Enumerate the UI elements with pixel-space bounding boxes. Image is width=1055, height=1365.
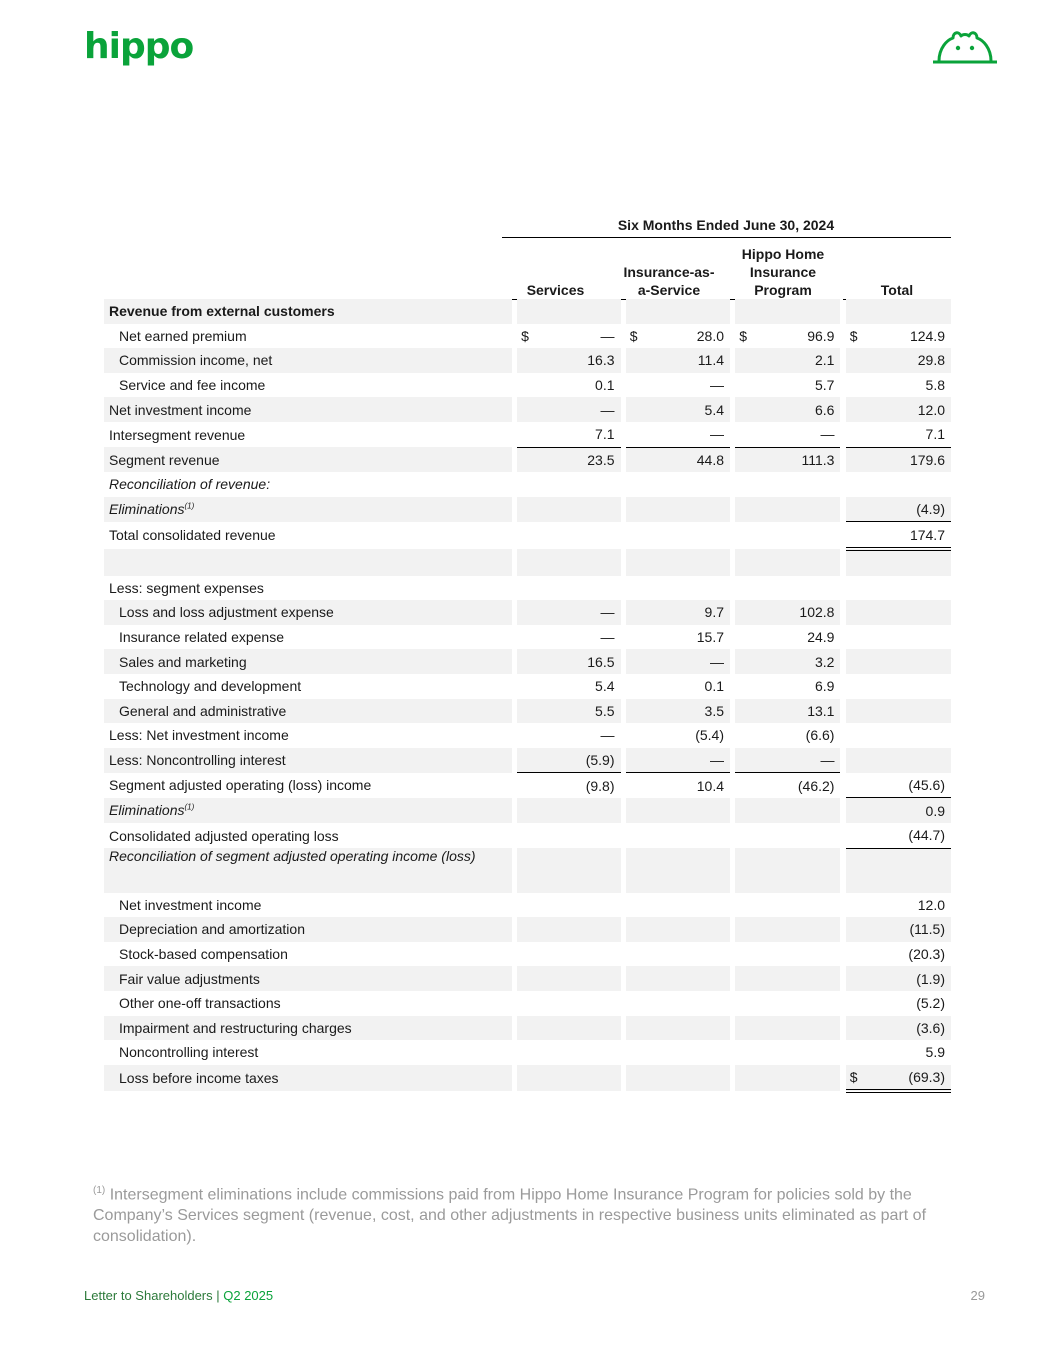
cell-hippo-home-insurance-program: —: [735, 748, 840, 773]
dollar-sign: $: [629, 327, 638, 344]
table-row: [104, 942, 951, 967]
cell-total: (11.5): [846, 917, 951, 942]
cell-insurance-as-a-service: [626, 1016, 730, 1041]
cell-insurance-as-a-service: [626, 299, 730, 324]
cell-hippo-home-insurance-program: [735, 472, 840, 497]
table-row: [104, 576, 951, 601]
row-label: Commission income, net: [104, 348, 512, 373]
cell-insurance-as-a-service: 3.5: [626, 699, 730, 724]
cell-total: $ (69.3): [846, 1065, 951, 1092]
cell-total: (3.6): [846, 1016, 951, 1041]
row-label: Revenue from external customers: [104, 299, 512, 324]
table-row: [104, 848, 951, 893]
cell-hippo-home-insurance-program: (6.6): [805, 727, 835, 744]
cell-hippo-home-insurance-program: [735, 848, 840, 893]
row-label: Consolidated adjusted operating loss: [109, 827, 339, 844]
cell-services: 0.1: [595, 377, 615, 394]
cell-hippo-home-insurance-program: [735, 966, 840, 991]
cell-hippo-home-insurance-program: [735, 798, 840, 823]
row-label: Less: Net investment income: [109, 727, 289, 744]
cell-insurance-as-a-service: 10.4: [696, 777, 725, 794]
cell-services: [517, 823, 620, 848]
cell-total: 5.9: [925, 1044, 945, 1061]
table-row: [104, 600, 951, 625]
cell-insurance-as-a-service: [626, 848, 730, 893]
row-label: [104, 549, 512, 576]
table-row: [104, 422, 951, 447]
table-row: [104, 522, 951, 549]
cell-total: [846, 576, 951, 601]
cell-insurance-as-a-service: [626, 1065, 730, 1092]
footnote-marker: (1): [93, 1185, 106, 1196]
row-label: Net earned premium: [119, 327, 247, 344]
row-label: Depreciation and amortization: [104, 917, 512, 942]
table-row: [104, 625, 951, 650]
cell-services: $ —: [517, 324, 620, 349]
cell-total: [846, 299, 951, 324]
cell-total: (1.9): [846, 966, 951, 991]
cell-insurance-as-a-service: [626, 893, 730, 918]
cell-hippo-home-insurance-program: [735, 497, 840, 522]
footnote-text: Intersegment eliminations include commissions paid from Hippo Home Insurance Program for policies sold by the Company’s Services segment (revenue, cost, and other adjustments in respective business units eliminated as part of consolidation).: [93, 1186, 927, 1246]
row-label: Sales and marketing: [104, 649, 512, 674]
table-row: [104, 497, 951, 522]
cell-total: (4.9): [846, 497, 951, 522]
cell-services: (5.9): [517, 748, 620, 773]
cell-total: (5.2): [916, 995, 945, 1012]
cell-hippo-home-insurance-program: [735, 299, 840, 324]
cell-hippo-home-insurance-program: [735, 917, 840, 942]
cell-insurance-as-a-service: 0.1: [704, 678, 725, 695]
table-row: [104, 472, 951, 497]
cell-total: 29.8: [846, 348, 951, 373]
cell-services: [517, 299, 620, 324]
cell-services: —: [600, 727, 615, 744]
row-label: Reconciliation of segment adjusted operating income (loss): [104, 848, 512, 893]
table-row: [104, 649, 951, 674]
column-header-total: Total: [843, 243, 951, 300]
row-label: Technology and development: [119, 678, 302, 695]
cell-insurance-as-a-service: 5.4: [626, 397, 730, 422]
cell-services: [517, 1016, 620, 1041]
cell-hippo-home-insurance-program: 111.3: [735, 447, 840, 472]
cell-total: [846, 625, 951, 650]
row-label: Impairment and restructuring charges: [104, 1016, 512, 1041]
cell-hippo-home-insurance-program: 2.1: [735, 348, 840, 373]
row-label: Loss and loss adjustment expense: [104, 600, 512, 625]
cell-total: [846, 748, 951, 773]
cell-services: —: [600, 629, 615, 646]
cell-insurance-as-a-service: [626, 497, 730, 522]
cell-services: [517, 576, 620, 601]
row-label: Stock-based compensation: [119, 946, 288, 963]
cell-services: [517, 1040, 620, 1065]
cell-hippo-home-insurance-program: 6.9: [815, 678, 835, 695]
cell-hippo-home-insurance-program: [735, 893, 840, 918]
cell-total: 7.1: [846, 422, 951, 447]
cell-insurance-as-a-service: [626, 917, 730, 942]
cell-total: [846, 549, 951, 576]
row-label: Intersegment revenue: [109, 426, 246, 443]
table-row: [104, 991, 951, 1016]
cell-total: (45.6): [846, 773, 951, 798]
cell-hippo-home-insurance-program: [735, 576, 840, 601]
segment-table: [104, 299, 951, 1093]
row-label: Total consolidated revenue: [109, 527, 276, 544]
cell-total: [846, 699, 951, 724]
cell-total: 5.8: [925, 377, 945, 394]
table-caption: Six Months Ended June 30, 2024: [617, 217, 835, 233]
table-row: [104, 1016, 951, 1041]
cell-hippo-home-insurance-program: 102.8: [735, 600, 840, 625]
cell-hippo-home-insurance-program: 24.9: [807, 629, 835, 646]
cell-total: [846, 472, 951, 497]
row-label: General and administrative: [104, 699, 512, 724]
table-row: [104, 447, 951, 472]
cell-insurance-as-a-service: [626, 472, 730, 497]
table-row: [104, 373, 951, 398]
cell-insurance-as-a-service: (5.4): [695, 727, 725, 744]
column-header-iaas: Insurance-as- a-Service: [615, 243, 723, 300]
cell-insurance-as-a-service: 9.7: [626, 600, 730, 625]
dollar-sign: $: [849, 1069, 858, 1086]
table-row: [104, 798, 951, 823]
table-row: [104, 773, 951, 798]
cell-total: 12.0: [846, 397, 951, 422]
table-row: [104, 748, 951, 773]
table-row: [104, 893, 951, 918]
cell-services: [517, 549, 620, 576]
cell-services: [517, 798, 620, 823]
cell-insurance-as-a-service: [626, 942, 730, 967]
cell-hippo-home-insurance-program: $ 96.9: [735, 324, 840, 349]
row-label: Net investment income: [119, 896, 262, 913]
table-row: [104, 917, 951, 942]
cell-services: [517, 1065, 620, 1092]
cell-insurance-as-a-service: 11.4: [626, 348, 730, 373]
cell-services: [517, 497, 620, 522]
cell-total: 12.0: [917, 896, 945, 913]
hippo-mascot-icon: [931, 28, 999, 66]
cell-insurance-as-a-service: $ 28.0: [626, 324, 730, 349]
table-row: [104, 823, 951, 848]
cell-total: 174.7: [846, 522, 951, 549]
cell-services: —: [517, 397, 620, 422]
dollar-sign: $: [849, 327, 858, 344]
cell-total: $ 124.9: [846, 324, 951, 349]
table-row: [104, 397, 951, 422]
cell-total: (20.3): [908, 946, 945, 963]
cell-hippo-home-insurance-program: [735, 1040, 840, 1065]
dollar-sign: $: [521, 327, 529, 344]
table-row: [104, 966, 951, 991]
row-label: Eliminations$^{(1)}$: [104, 798, 512, 823]
caption-rule: [502, 237, 951, 238]
table-row: [104, 299, 951, 324]
cell-insurance-as-a-service: 15.7: [696, 629, 725, 646]
cell-insurance-as-a-service: —: [626, 748, 730, 773]
cell-insurance-as-a-service: 44.8: [626, 447, 730, 472]
column-header-services: Services: [502, 243, 609, 300]
cell-insurance-as-a-service: [626, 549, 730, 576]
cell-insurance-as-a-service: [626, 576, 730, 601]
row-label: Other one-off transactions: [119, 995, 281, 1012]
cell-total: [846, 674, 951, 699]
cell-total: [846, 649, 951, 674]
cell-services: [517, 893, 620, 918]
cell-total: [846, 600, 951, 625]
cell-hippo-home-insurance-program: [735, 1016, 840, 1041]
footer-doc-title: Letter to Shareholders | Q2 2025: [84, 1288, 274, 1303]
row-label: Eliminations$^{(1)}$: [104, 497, 512, 522]
cell-services: 16.5: [517, 649, 620, 674]
cell-services: —: [517, 600, 620, 625]
table-row: [104, 1040, 951, 1065]
cell-insurance-as-a-service: —: [710, 377, 725, 394]
row-label: Insurance related expense: [119, 629, 284, 646]
row-label: Noncontrolling interest: [119, 1044, 259, 1061]
cell-insurance-as-a-service: [626, 991, 730, 1016]
table-row: [104, 1065, 951, 1092]
cell-insurance-as-a-service: —: [626, 422, 730, 447]
cell-services: [517, 848, 620, 893]
row-label: Net investment income: [104, 397, 512, 422]
row-label: Less: Noncontrolling interest: [104, 748, 512, 773]
cell-total: [846, 848, 951, 893]
column-header-hhip: Hippo Home Insurance Program: [729, 243, 837, 300]
table-row: [104, 549, 951, 576]
row-label: Segment adjusted operating (loss) income: [109, 777, 372, 794]
row-label: Less: segment expenses: [109, 579, 264, 596]
cell-services: [517, 966, 620, 991]
cell-hippo-home-insurance-program: 3.2: [735, 649, 840, 674]
cell-services: 5.5: [517, 699, 620, 724]
page-number: 29: [970, 1288, 985, 1303]
row-label: Service and fee income: [119, 377, 266, 394]
cell-hippo-home-insurance-program: [735, 1065, 840, 1092]
cell-insurance-as-a-service: —: [626, 649, 730, 674]
cell-hippo-home-insurance-program: (46.2): [797, 777, 835, 794]
cell-services: [517, 917, 620, 942]
cell-total: 179.6: [846, 447, 951, 472]
cell-hippo-home-insurance-program: [735, 991, 840, 1016]
cell-hippo-home-insurance-program: 13.1: [735, 699, 840, 724]
row-label: Fair value adjustments: [104, 966, 512, 991]
cell-services: [517, 472, 620, 497]
cell-hippo-home-insurance-program: [735, 942, 840, 967]
cell-insurance-as-a-service: [626, 1040, 730, 1065]
cell-insurance-as-a-service: [626, 966, 730, 991]
table-row: [104, 699, 951, 724]
cell-hippo-home-insurance-program: [735, 823, 840, 848]
cell-hippo-home-insurance-program: [735, 549, 840, 576]
row-label: Segment revenue: [104, 447, 512, 472]
footnote: [93, 1180, 973, 1247]
cell-insurance-as-a-service: [626, 522, 730, 549]
cell-hippo-home-insurance-program: [735, 522, 840, 549]
cell-services: [517, 522, 620, 549]
cell-total: [846, 723, 951, 748]
cell-insurance-as-a-service: [626, 823, 730, 848]
table-row: [104, 324, 951, 349]
cell-hippo-home-insurance-program: —: [735, 422, 840, 447]
cell-services: [517, 991, 620, 1016]
cell-hippo-home-insurance-program: 6.6: [735, 397, 840, 422]
row-label: Loss before income taxes: [104, 1065, 512, 1092]
cell-services: [517, 942, 620, 967]
cell-services: 16.3: [517, 348, 620, 373]
dollar-sign: $: [739, 327, 748, 344]
cell-services: 7.1: [517, 422, 620, 447]
table-row: [104, 674, 951, 699]
cell-insurance-as-a-service: [626, 798, 730, 823]
cell-total: (44.7): [846, 823, 951, 848]
cell-services: 5.4: [595, 678, 615, 695]
cell-hippo-home-insurance-program: 5.7: [815, 377, 835, 394]
table-row: [104, 723, 951, 748]
table-row: [104, 348, 951, 373]
row-label: Reconciliation of revenue:: [109, 476, 271, 493]
cell-total: 0.9: [846, 798, 951, 823]
hippo-logo: hippo: [84, 26, 194, 67]
cell-services: (9.8): [585, 777, 615, 794]
cell-services: 23.5: [517, 447, 620, 472]
